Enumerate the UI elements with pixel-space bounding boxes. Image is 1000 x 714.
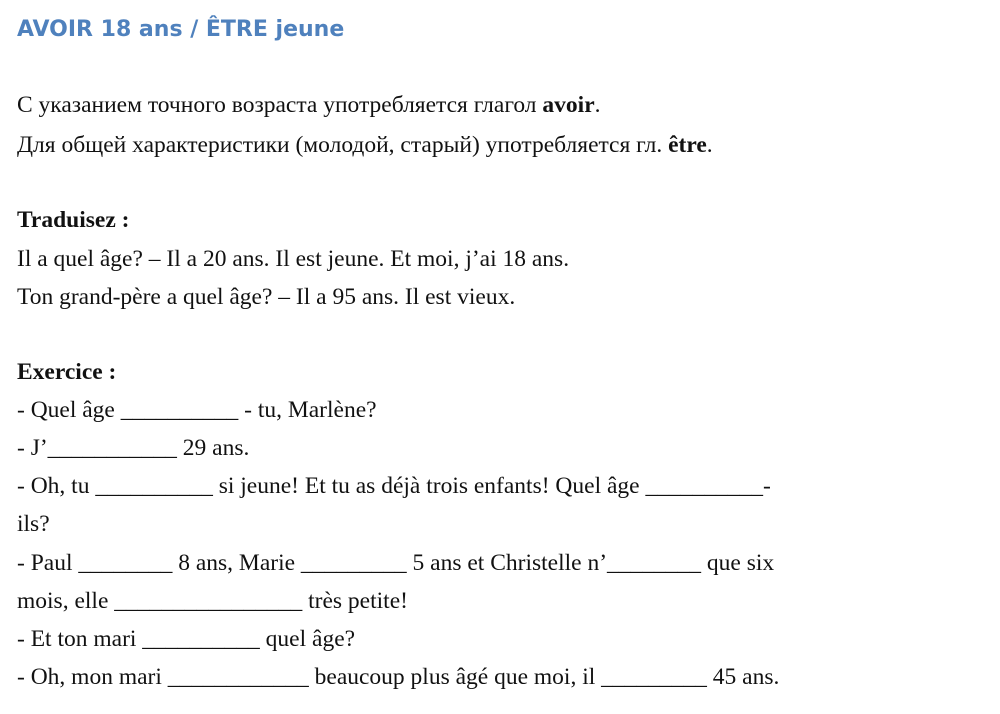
intro-keyword-etre: être: [668, 132, 707, 158]
translate-line: Il a quel âge? – Il a 20 ans. Il est jeune. Et moi, j’ai 18 ans.: [17, 246, 570, 272]
intro-line-etre-text: Для общей характеристики (молодой, старый) употребляется гл.: [17, 132, 669, 158]
exercise-title: Exercice :: [17, 359, 117, 385]
exercise-line: - Et ton mari __________ quel âge?: [17, 626, 356, 652]
document-heading: AVOIR 18 ans / ÊTRE jeune: [17, 17, 345, 42]
intro-line-etre: [17, 131, 713, 159]
intro-line-avoir: [17, 91, 601, 119]
exercise-line: - Quel âge __________ - tu, Marlène?: [17, 397, 377, 423]
intro-line-etre-end: .: [706, 132, 713, 158]
intro-keyword-avoir: avoir: [542, 92, 595, 118]
translate-title: Traduisez :: [17, 207, 130, 233]
exercise-line: ils?: [17, 511, 50, 537]
exercise-line: - J’___________ 29 ans.: [17, 435, 250, 461]
exercise-line: - Oh, mon mari ____________ beaucoup plus âgé que moi, il _________ 45 ans.: [17, 664, 780, 690]
intro-line-avoir-end: .: [594, 92, 601, 118]
exercise-line: - Oh, tu __________ si jeune! Et tu as déjà trois enfants! Quel âge __________-: [17, 473, 771, 499]
translate-line: Ton grand-père a quel âge? – Il a 95 ans. Il est vieux.: [17, 284, 516, 310]
intro-line-avoir-text: С указанием точного возраста употребляется глагол: [17, 92, 543, 118]
exercise-line: mois, elle ________________ très petite!: [17, 588, 408, 614]
exercise-line: - Paul ________ 8 ans, Marie _________ 5 ans et Christelle n’________ que six: [17, 550, 775, 576]
